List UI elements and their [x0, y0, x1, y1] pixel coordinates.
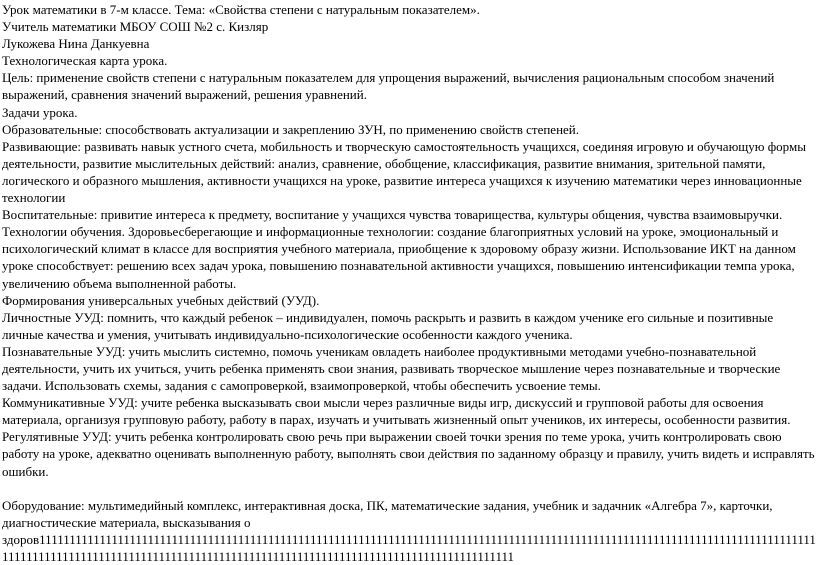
- regulative-uud-paragraph: Регулятивные УУД: учить ребенка контролировать свою речь при выражении своей точки зрения по теме урока, учить контролировать свою работу на уроке, адекватно оценивать выполненную работу, выполнять свои действия по заданному образцу и правилу, учить видеть и исправлять ошибки.: [2, 429, 815, 479]
- uud-heading: Формирования универсальных учебных действий (УУД).: [2, 292, 320, 308]
- personal-uud-paragraph: Личностные УУД: помнить, что каждый ребенок – индивидуален, помочь раскрыть и развить в каждом ученике его сильные и позитивные личные качества и умения, учитывать индивидуально-психологические особенности каждого ученика.: [2, 309, 774, 342]
- educational-paragraph: Образовательные: способствовать актуализации и закреплению ЗУН, по применению свойств степеней.: [2, 121, 580, 137]
- communicative-uud-paragraph: Коммуникативные УУД: учите ребенка высказывать свои мысли через различные виды игр, дискуссий и групповой работы для освоения материала, организуя групповую работу, работу в парах, изучать и учитывать жизненный опыт учеников, их интересы, особенности развития.: [2, 395, 791, 428]
- technologies-paragraph: Технологии обучения. Здоровьесберегающие и информационные технологии: создание благоприятных условий на уроке, эмоциональный и психологический климат в классе для восприятия учебного материала, приобщение к здоровому образу жизни. Использование ИКТ на данном уроке способствует: решению всех задач урока, повышению познавательной активности учащихся, повышению интенсификации темпа урока, увеличению объема выполненной работы.: [2, 224, 796, 291]
- equipment-paragraph: Оборудование: мультимедийный комплекс, интерактивная доска, ПК, математические задания, учебник и задачник «Алгебра 7», карточки, диагностические материала, высказывания о: [2, 497, 773, 530]
- trailing-text: здоров1111111111111111111111111111111111111111111111111111111111111111111111111111111111111111111111111111111111111111111111111111111111111111111111111111111111111111111111111111111111111111111111111111111111111111111111: [2, 531, 816, 564]
- tasks-heading: Задачи урока.: [2, 104, 78, 120]
- developing-paragraph: Развивающие: развивать навык устного счета, мобильность и творческую самостоятельность учащихся, соединяя игровую и обучающую формы деятельности, развитие мыслительных действий: анализ, сравнение, обобщение, классификация, развитие внимания, зрительной памяти, логического и образного мышления, активности учащихся на уроке, развитие интереса учащихся к изучению математики через инновационные технологии: [2, 138, 806, 206]
- tech-card-title: Технологическая карта урока.: [2, 53, 168, 69]
- teacher-name: Лукожева Нина Данкуевна: [2, 36, 150, 52]
- blank-line: [2, 480, 816, 497]
- lesson-title: Урок математики в 7-м классе. Тема: «Свойства степени с натуральным показателем».: [2, 2, 480, 17]
- teacher-line: Учитель математики МБОУ СОШ №2 с. Кизляр: [2, 19, 269, 35]
- cognitive-uud-paragraph: Познавательные УУД: учить мыслить системно, помочь ученикам овладеть наиболее продуктивными методами учебно-познавательной деятельности, учить их учиться, учить ребенка применять свои знания, развивать творческое мышление через познавательные и творческие задачи. Использовать схемы, задания с самопроверкой, взаимопроверкой, чтобы обеспечить усвоение темы.: [2, 343, 781, 394]
- upbringing-paragraph: Воспитательные: привитие интереса к предмету, воспитание у учащихся чувства товарищества, культуры общения, чувства взаимовыручки.: [2, 207, 783, 223]
- goal-paragraph: Цель: применение свойств степени с натуральным показателем для упрощения выражений, вычисления рациональным способом значений выражений, сравнения значений выражений, решения уравнений.: [2, 70, 775, 103]
